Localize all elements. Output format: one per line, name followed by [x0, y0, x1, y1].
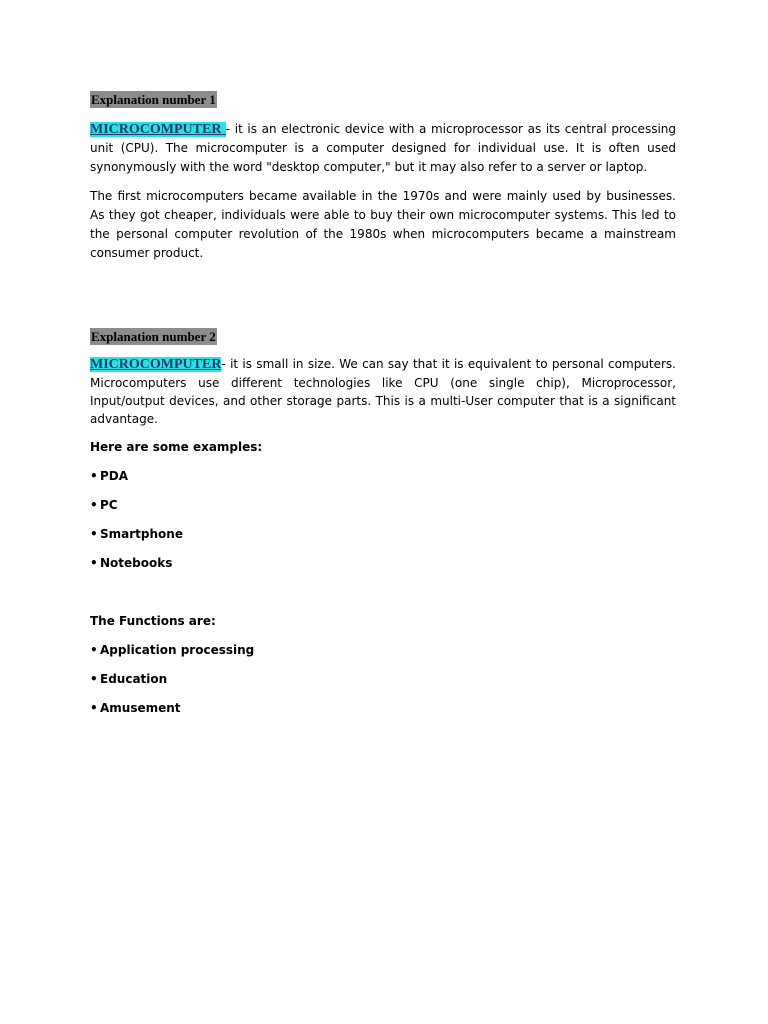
examples-label: Here are some examples:: [90, 440, 263, 454]
bullet-icon: •: [90, 643, 98, 657]
list-item: [90, 525, 676, 544]
bullet-icon: •: [90, 469, 98, 483]
document-page: [90, 91, 676, 718]
section-2-heading: Explanation number 2: [91, 329, 216, 344]
section-1-paragraph-1-text: - it is an electronic device with a microprocessor as its central processing unit (CPU). The microcomputer is a computer designed for individual use. It is often used synonymously with the word "desktop computer," but it may also refer to a server or laptop.: [90, 122, 676, 174]
bullet-icon: •: [90, 556, 98, 570]
bullet-icon: •: [90, 672, 98, 686]
list-item: [90, 554, 676, 573]
bullet-icon: •: [90, 701, 98, 715]
list-item: [90, 670, 676, 689]
section-1-heading: Explanation number 1: [91, 92, 216, 107]
list-item: [90, 641, 676, 660]
bullet-icon: •: [90, 498, 98, 512]
list-item-text: Application processing: [100, 643, 255, 657]
functions-list: [90, 641, 676, 718]
functions-label: The Functions are:: [90, 614, 216, 628]
section-2: [90, 328, 676, 718]
section-2-term: MICROCOMPUTER: [90, 357, 222, 372]
list-item-text: PDA: [100, 469, 129, 483]
bullet-icon: •: [90, 527, 98, 541]
section-1-paragraph-2: The first microcomputers became available in the 1970s and were mainly used by businesses. As they got cheaper, individuals were able to buy their own microcomputer systems. This led to the personal computer revolution of the 1980s when microcomputers became a mainstream consumer product.: [90, 189, 676, 260]
list-item: [90, 699, 676, 718]
section-1-paragraph-1: [90, 120, 676, 177]
list-item: [90, 467, 676, 486]
section-2-paragraph-1-text: - it is small in size. We can say that it is equivalent to personal computers. Microcomputers use different technologies like CPU (one single chip), Microprocessor, Input/output devices, and other storage parts. This is a multi-User computer that is a significant advantage.: [90, 357, 676, 426]
list-item-text: Notebooks: [100, 556, 173, 570]
examples-list: [90, 467, 676, 573]
section-2-paragraph-1: [90, 355, 676, 428]
section-1: [90, 91, 676, 263]
list-item-text: PC: [100, 498, 118, 512]
list-item-text: Education: [100, 672, 168, 686]
list-item-text: Smartphone: [100, 527, 183, 541]
list-item-text: Amusement: [100, 701, 181, 715]
list-item: [90, 496, 676, 515]
section-1-term: MICROCOMPUTER: [90, 122, 226, 137]
